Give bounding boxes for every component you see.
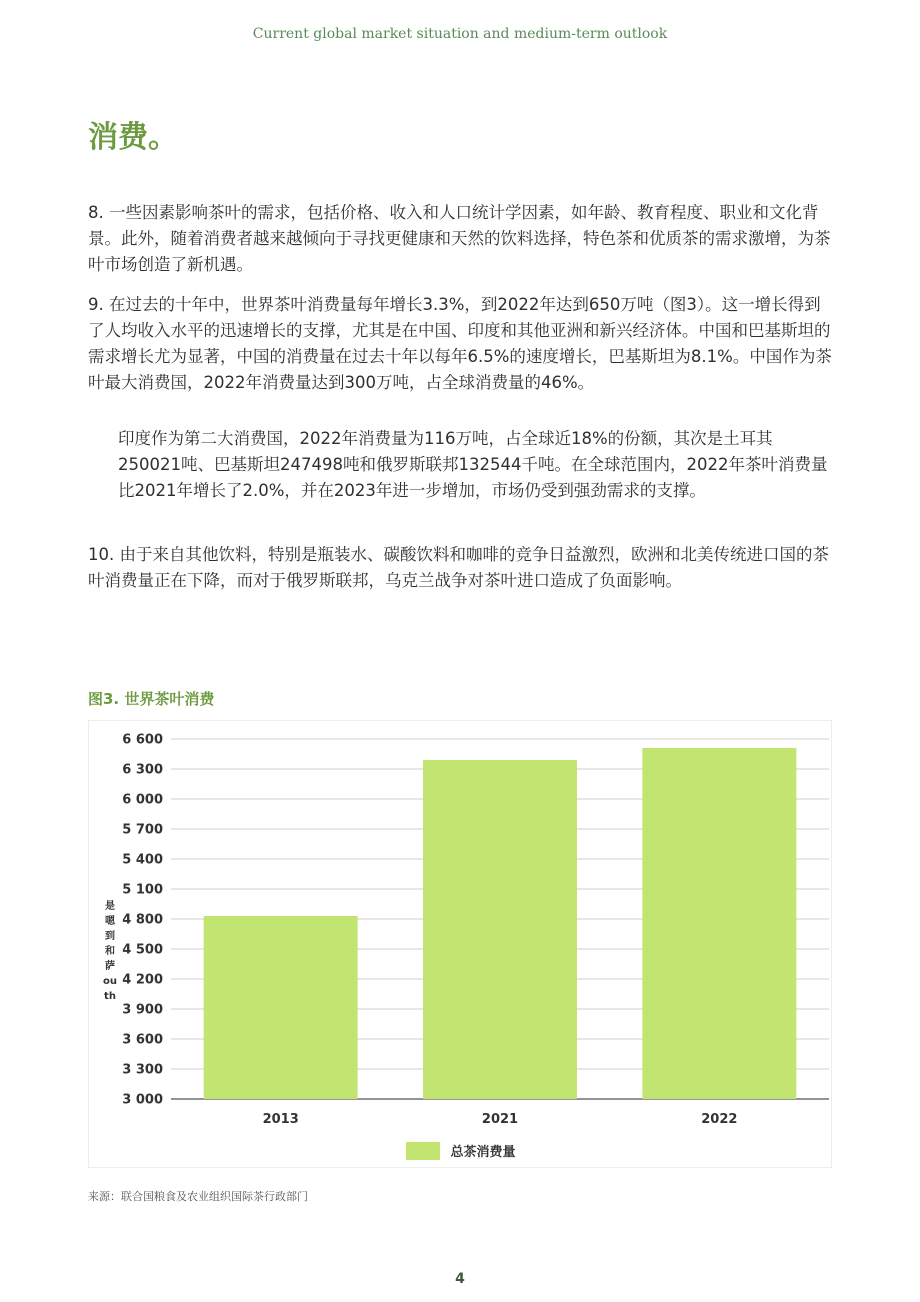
paragraph-9-continued: 印度作为第二大消费国，2022年消费量为116万吨，占全球近18%的份额，其次是土耳其250021吨、巴基斯坦247498吨和俄罗斯联邦132544千吨。在全球范围内，2022年茶叶消费量比2021年增长了2.0%，并在2023年进一步增加，市场仍受到强劲需求的支撑。 <box>118 429 828 500</box>
y-tick-label: 3 000 <box>122 1092 163 1108</box>
y-tick-label: 6 300 <box>122 762 163 778</box>
x-tick-label: 2022 <box>701 1112 738 1127</box>
page-number: 4 <box>455 1271 465 1287</box>
x-tick-label: 2013 <box>262 1112 299 1127</box>
x-tick-label: 2021 <box>481 1112 519 1127</box>
figure-title: 图3. 世界茶叶消费 <box>88 690 215 708</box>
paragraph-9: 9. 在过去的十年中，世界茶叶消费量每年增长3.3%，到2022年达到650万吨（图3）。这一增长得到了人均收入水平的迅速增长的支撑，尤其是在中国、印度和其他亚洲和新兴经济体。中国和巴基斯坦的需求增长尤为显著，中国的消费量在过去十年以每年6.5%的速度增长，巴基斯坦为8.1%。中国作为茶叶最大消费国，2022年消费量达到300万吨，占全球消费量的46%。 <box>88 295 832 392</box>
bar <box>423 760 577 1099</box>
chart-legend <box>89 1141 833 1160</box>
y-tick-label: 4 800 <box>122 912 163 928</box>
y-tick-label: 4 500 <box>122 942 163 958</box>
y-tick-label: 6 000 <box>122 792 163 808</box>
y-tick-label: 3 600 <box>122 1032 163 1048</box>
y-tick-label: 5 100 <box>122 882 163 898</box>
y-tick-label: 3 900 <box>122 1002 163 1018</box>
running-header: Current global market situation and medium-term outlook <box>252 26 668 42</box>
figure-source: 来源：联合国粮食及农业组织国际茶行政部门 <box>88 1190 308 1203</box>
bar <box>642 748 796 1099</box>
y-tick-label: 4 200 <box>122 972 163 988</box>
y-tick-label: 6 600 <box>122 732 163 748</box>
legend-swatch <box>406 1142 440 1160</box>
paragraph-10: 10. 由于来自其他饮料，特别是瓶装水、碳酸饮料和咖啡的竞争日益激烈，欧洲和北美传统进口国的茶叶消费量正在下降，而对于俄罗斯联邦，乌克兰战争对茶叶进口造成了负面影响。 <box>88 545 829 590</box>
y-tick-label: 5 400 <box>122 852 163 868</box>
y-tick-label: 5 700 <box>122 822 163 838</box>
section-title: 消费。 <box>88 120 178 155</box>
paragraph-8: 8. 一些因素影响茶叶的需求，包括价格、收入和人口统计学因素，如年龄、教育程度、职业和文化背景。此外，随着消费者越来越倾向于寻找更健康和天然的饮料选择，特色茶和优质茶的需求激增，为茶叶市场创造了新机遇。 <box>88 203 831 274</box>
bar <box>204 916 358 1099</box>
legend-label: 总茶消费量 <box>450 1145 516 1160</box>
y-tick-label: 3 300 <box>122 1062 163 1078</box>
bar-chart-svg <box>89 721 833 1169</box>
consumption-chart <box>88 720 832 1168</box>
y-axis-label: 是嗯到和萨ou th <box>103 901 117 1002</box>
